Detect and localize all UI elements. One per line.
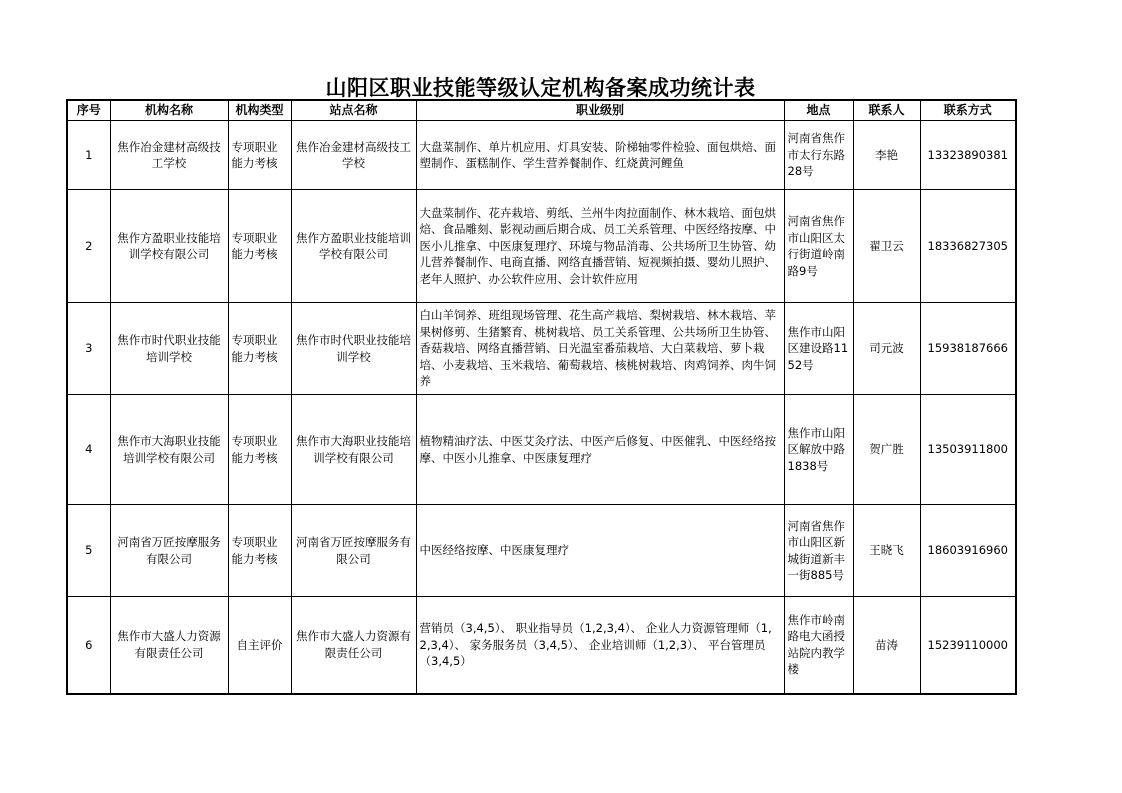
cell-contact: 李艳 bbox=[853, 121, 920, 190]
cell-phone: 18603916960 bbox=[920, 505, 1016, 597]
cell-address: 河南省焦作市太行东路28号 bbox=[784, 121, 853, 190]
cell-phone: 13503911800 bbox=[920, 395, 1016, 505]
cell-seq: 4 bbox=[67, 395, 110, 505]
header-seq: 序号 bbox=[67, 100, 110, 121]
cell-phone: 18336827305 bbox=[920, 190, 1016, 303]
cell-seq: 6 bbox=[67, 597, 110, 694]
cell-address: 焦作市山阳区建设路1152号 bbox=[784, 303, 853, 395]
cell-contact: 王晓飞 bbox=[853, 505, 920, 597]
cell-org-type: 专项职业能力考核 bbox=[228, 190, 291, 303]
cell-address: 河南省焦作市山阳区太行街道岭南路9号 bbox=[784, 190, 853, 303]
cell-org-type: 专项职业能力考核 bbox=[228, 303, 291, 395]
cell-phone: 13323890381 bbox=[920, 121, 1016, 190]
cell-site-name: 焦作方盈职业技能培训学校有限公司 bbox=[291, 190, 416, 303]
cell-occupation: 大盘菜制作、单片机应用、灯具安装、阶梯轴零件检验、面包烘焙、面塑制作、蛋糕制作、学生营养餐制作、红烧黄河鲤鱼 bbox=[416, 121, 784, 190]
cell-site-name: 焦作市大海职业技能培训学校有限公司 bbox=[291, 395, 416, 505]
cell-contact: 贺广胜 bbox=[853, 395, 920, 505]
header-contact: 联系人 bbox=[853, 100, 920, 121]
cell-occupation: 白山羊饲养、班组现场管理、花生高产栽培、梨树栽培、林木栽培、苹果树修剪、生猪繁育、桃树栽培、员工关系管理、公共场所卫生协管、香菇栽培、网络直播营销、日光温室番茄栽培、大白菜栽培、萝卜栽培、小麦栽培、玉米栽培、葡萄栽培、核桃树栽培、肉鸡饲养、肉牛饲养 bbox=[416, 303, 784, 395]
cell-org-type: 专项职业能力考核 bbox=[228, 505, 291, 597]
cell-site-name: 焦作冶金建材高级技工学校 bbox=[291, 121, 416, 190]
table-row bbox=[67, 597, 1016, 694]
table-row bbox=[67, 395, 1016, 505]
cell-site-name: 焦作市大盛人力资源有限责任公司 bbox=[291, 597, 416, 694]
header-site-name: 站点名称 bbox=[291, 100, 416, 121]
header-org-name: 机构名称 bbox=[110, 100, 228, 121]
header-phone: 联系方式 bbox=[920, 100, 1016, 121]
cell-contact: 翟卫云 bbox=[853, 190, 920, 303]
table-row bbox=[67, 505, 1016, 597]
cell-occupation: 中医经络按摩、中医康复理疗 bbox=[416, 505, 784, 597]
cell-org-name: 焦作市大海职业技能培训学校有限公司 bbox=[110, 395, 228, 505]
cell-occupation: 植物精油疗法、中医艾灸疗法、中医产后修复、中医催乳、中医经络按摩、中医小儿推拿、中医康复理疗 bbox=[416, 395, 784, 505]
registration-table bbox=[66, 99, 1017, 695]
document-title: 山阳区职业技能等级认定机构备案成功统计表 bbox=[325, 75, 756, 100]
cell-occupation: 大盘菜制作、花卉栽培、剪纸、兰州牛肉拉面制作、林木栽培、面包烘焙、食品雕刻、影视动画后期合成、员工关系管理、中医经络按摩、中医小儿推拿、中医康复理疗、环境与物品消毒、公共场所卫生协管、幼儿营养餐制作、电商直播、网络直播营销、短视频拍摄、婴幼儿照护、老年人照护、办公软件应用、会计软件应用 bbox=[416, 190, 784, 303]
cell-seq: 2 bbox=[67, 190, 110, 303]
cell-org-type: 专项职业能力考核 bbox=[228, 395, 291, 505]
cell-seq: 3 bbox=[67, 303, 110, 395]
cell-seq: 5 bbox=[67, 505, 110, 597]
table-row bbox=[67, 190, 1016, 303]
cell-phone: 15239110000 bbox=[920, 597, 1016, 694]
cell-occupation: 营销员（3,4,5）、 职业指导员（1,2,3,4）、 企业人力资源管理师（1,2,3,4）、 家务服务员（3,4,5）、 企业培训师（1,2,3）、 平台管理员（3,4,5） bbox=[416, 597, 784, 694]
cell-org-type: 专项职业能力考核 bbox=[228, 121, 291, 190]
table-row bbox=[67, 121, 1016, 190]
header-address: 地点 bbox=[784, 100, 853, 121]
cell-org-name: 焦作市大盛人力资源有限责任公司 bbox=[110, 597, 228, 694]
cell-address: 焦作市岭南路电大函授站院内教学楼 bbox=[784, 597, 853, 694]
cell-site-name: 河南省万匠按摩服务有限公司 bbox=[291, 505, 416, 597]
table-row bbox=[67, 303, 1016, 395]
cell-address: 焦作市山阳区解放中路1838号 bbox=[784, 395, 853, 505]
cell-contact: 苗涛 bbox=[853, 597, 920, 694]
cell-org-name: 焦作市时代职业技能培训学校 bbox=[110, 303, 228, 395]
cell-org-name: 河南省万匠按摩服务有限公司 bbox=[110, 505, 228, 597]
header-row bbox=[67, 100, 1016, 121]
cell-contact: 司元波 bbox=[853, 303, 920, 395]
cell-org-name: 焦作冶金建材高级技工学校 bbox=[110, 121, 228, 190]
header-occupation: 职业级别 bbox=[416, 100, 784, 121]
cell-phone: 15938187666 bbox=[920, 303, 1016, 395]
cell-org-type: 自主评价 bbox=[228, 597, 291, 694]
cell-seq: 1 bbox=[67, 121, 110, 190]
cell-address: 河南省焦作市山阳区新城街道新丰一街885号 bbox=[784, 505, 853, 597]
cell-org-name: 焦作方盈职业技能培训学校有限公司 bbox=[110, 190, 228, 303]
header-org-type: 机构类型 bbox=[228, 100, 291, 121]
cell-site-name: 焦作市时代职业技能培训学校 bbox=[291, 303, 416, 395]
